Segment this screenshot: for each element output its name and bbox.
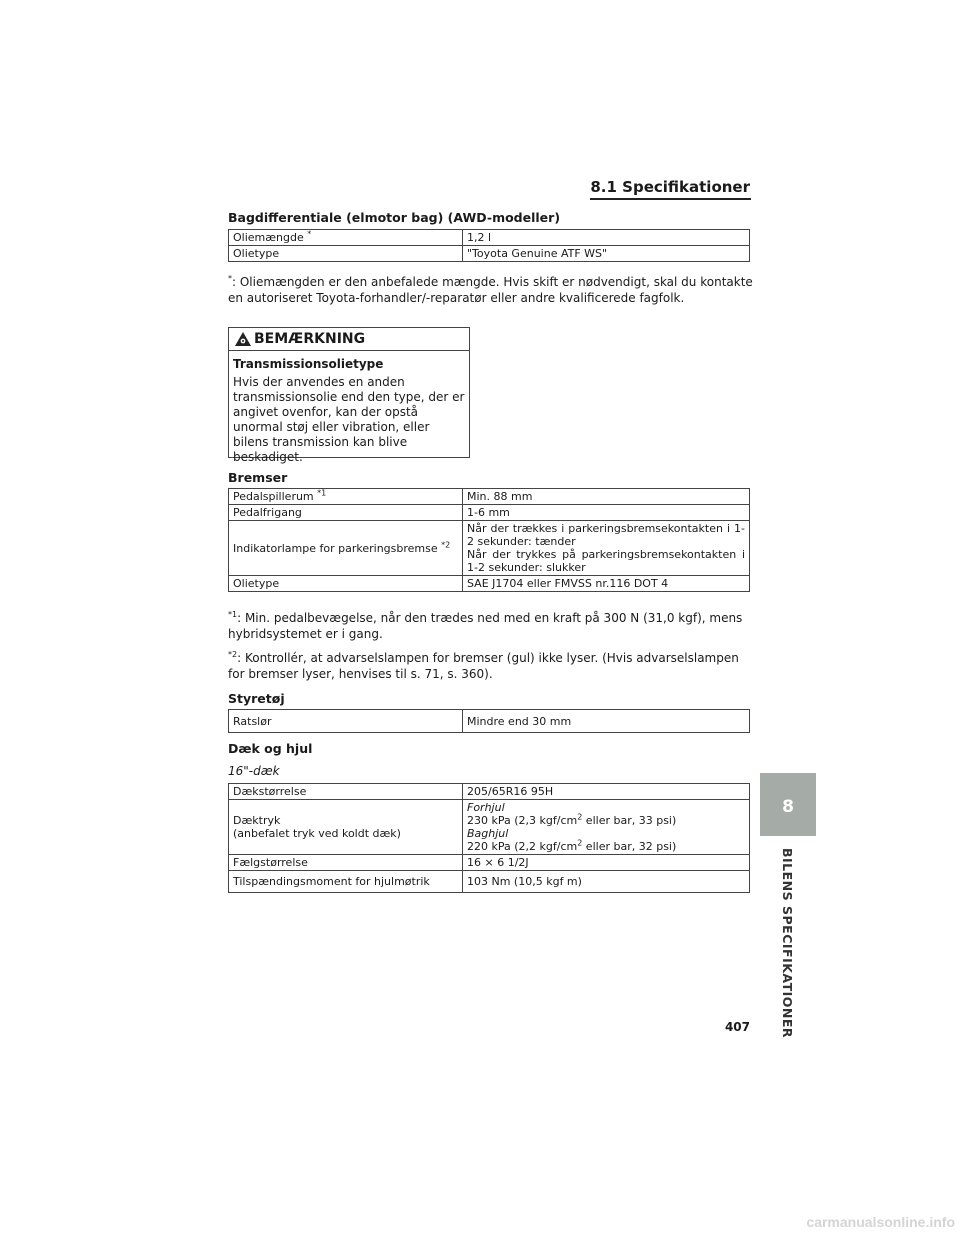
chapter-label: BILENS SPECIFIKATIONER bbox=[780, 848, 795, 1039]
tires-title: Dæk og hjul bbox=[228, 741, 313, 756]
brakes-title: Bremser bbox=[228, 470, 288, 485]
table-row: Dæktryk (anbefalet tryk ved koldt dæk) Forhjul 230 kPa (2,3 kgf/$cm^2$ eller bar, 33 psi) Baghjul 220 kPa (2,2 kgf/$cm^2$ eller bar, 32 psi) bbox=[229, 800, 750, 855]
steering-title: Styretøj bbox=[228, 691, 285, 706]
table-row: Tilspændingsmoment for hjulmøtrik 103 Nm (10,5 kgf m) bbox=[229, 871, 750, 893]
header-rule bbox=[590, 198, 751, 200]
section-header: 8.1 Specifikationer bbox=[590, 178, 750, 196]
table-row: Pedalfrigang 1-6 mm bbox=[229, 505, 750, 521]
table-row: Oliemængde * 1,2 l bbox=[229, 230, 750, 246]
tires-subtitle: 16"-dæk bbox=[228, 764, 280, 778]
tires-table bbox=[228, 783, 750, 893]
notice-title: Transmissionsolietype bbox=[233, 357, 384, 371]
brakes-footnote-1: $^{*1}$: Min. pedalbevægelse, når den trædes ned med en kraft på 300 N (31,0 kgf), mens hybridsystemet er i gang. bbox=[228, 610, 743, 641]
table-row: Indikatorlampe for parkeringsbremse $^{*2}$ Når der trækkes i parkeringsbremsekontakten i 1-2 sekunder: tænder Når der trykkes på parkeringsbremsekontakten i 1-2 sekunder: slukker bbox=[229, 521, 750, 576]
brakes-footnote-2: $^{*2}$: Kontrollér, at advarselslampen for bremser (gul) ikke lyser. (Hvis advarselslampen for bremser lyser, henvises til s. 71, s. 360). bbox=[228, 650, 739, 681]
watermark: carmanualsonline.info bbox=[806, 1214, 955, 1230]
page-number: 407 bbox=[724, 1020, 750, 1034]
table-row: Olietype SAE J1704 eller FMVSS nr.116 DOT 4 bbox=[229, 576, 750, 592]
table-row: Olietype "Toyota Genuine ATF WS" bbox=[229, 246, 750, 262]
table-row: Pedalspillerum $^{*1}$ Min. 88 mm bbox=[229, 489, 750, 505]
table-row: Ratslør Mindre end 30 mm bbox=[229, 710, 750, 733]
steering-table bbox=[228, 709, 750, 733]
notice-box bbox=[228, 327, 470, 464]
brakes-table bbox=[228, 488, 750, 592]
diff-title: Bagdifferentiale (elmotor bag) (AWD-modeller) bbox=[228, 210, 561, 225]
diff-footnote: *: Oliemængden er den anbefalede mængde. Hvis skift er nødvendigt, skal du kontakte en autoriseret Toyota-forhandler/-reparatør eller andre kvalificerede fagfolk. bbox=[228, 274, 753, 305]
table-row: Dækstørrelse 205/65R16 95H bbox=[229, 784, 750, 800]
chapter-number: 8 bbox=[782, 797, 794, 817]
notice-body: Hvis der anvendes en anden transmissionsolie end den type, der er angivet ovenfor, kan der opstå unormal støj eller vibration, eller bilens transmission kan blive beskadiget. bbox=[233, 375, 465, 464]
table-row: Fælgstørrelse 16 × 6 1/2J bbox=[229, 855, 750, 871]
diff-table bbox=[228, 229, 750, 262]
warning-icon bbox=[235, 332, 251, 346]
notice-label: BEMÆRKNING bbox=[254, 331, 366, 347]
